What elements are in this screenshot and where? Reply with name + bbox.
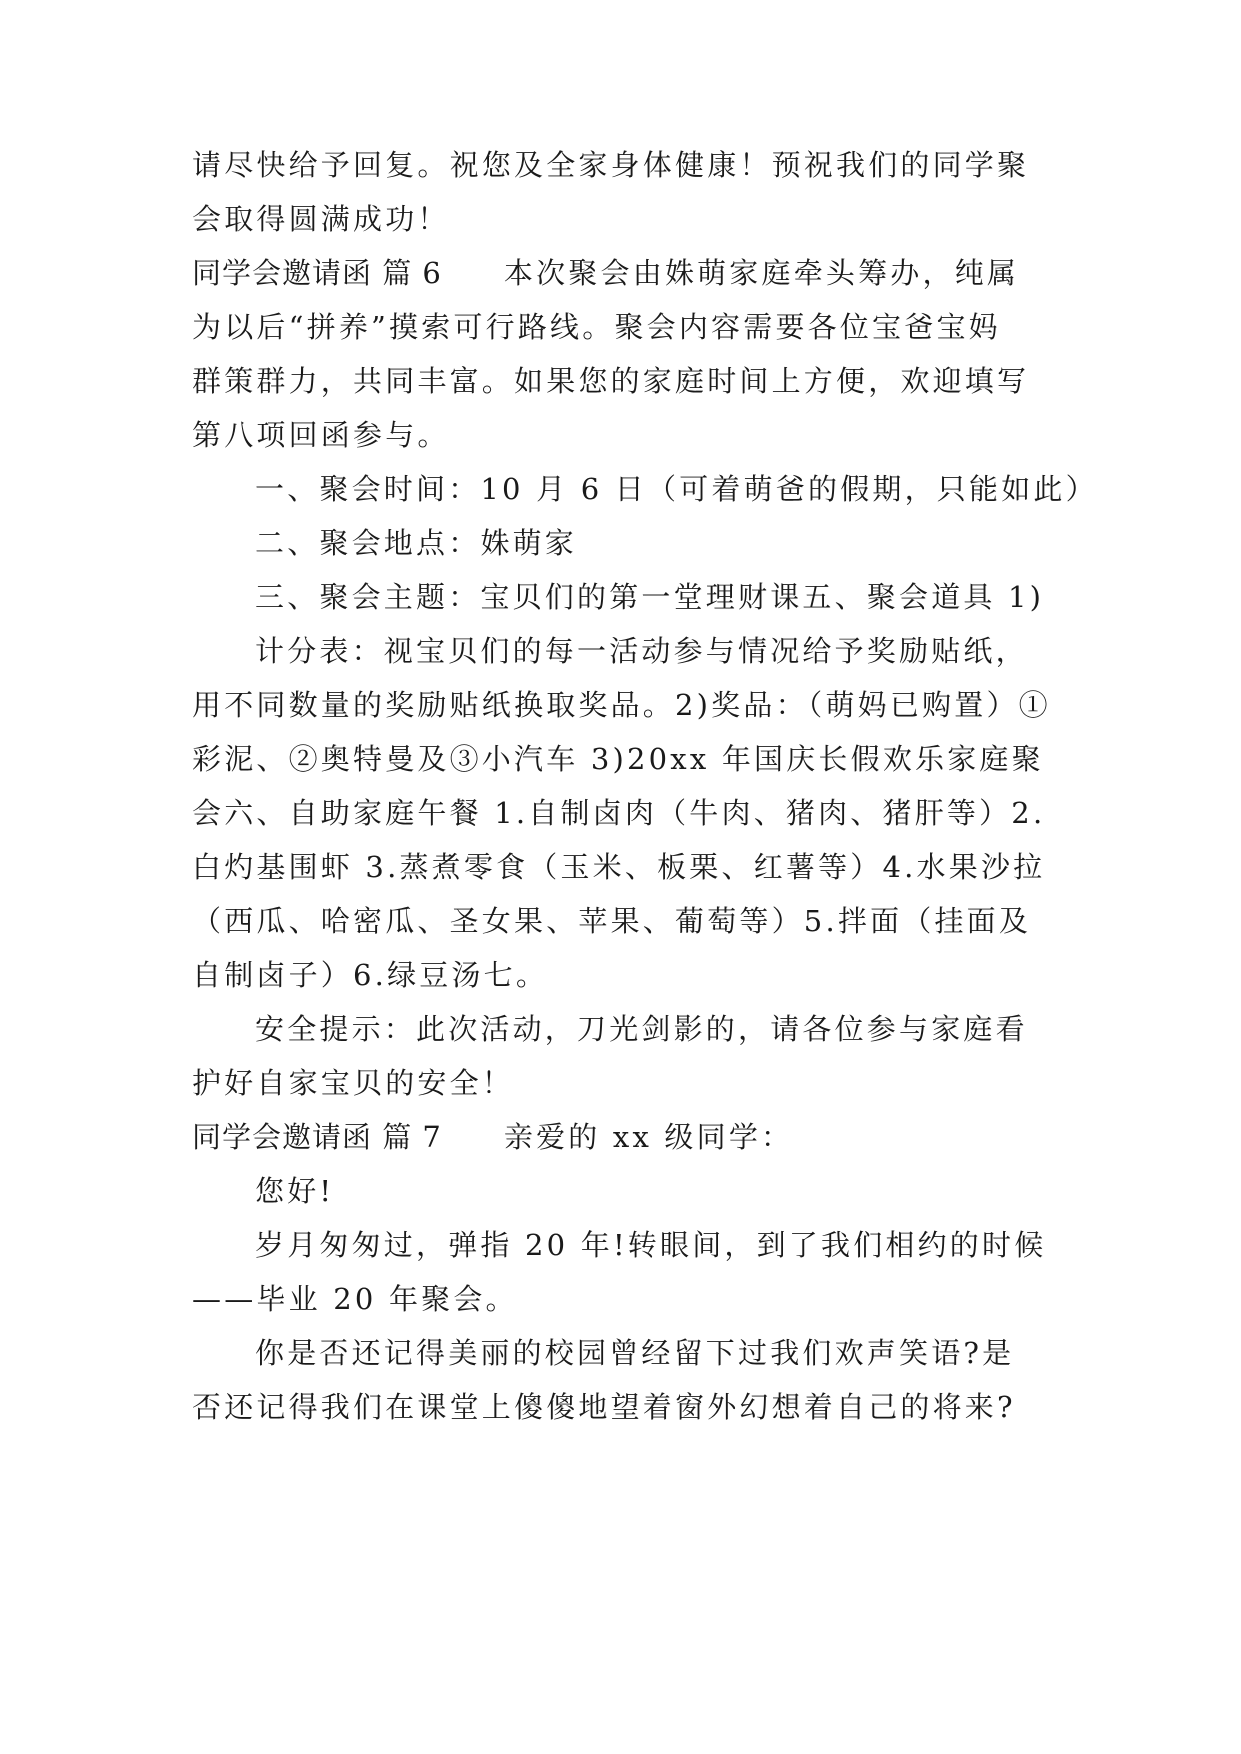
section-heading-line	[192, 1117, 793, 1157]
text-line: 三、聚会主题：宝贝们的第一堂理财课五、聚会道具 1)	[255, 580, 1045, 614]
text-line: 群策群力，共同丰富。如果您的家庭时间上方便，欢迎填写	[192, 364, 1030, 398]
text-line: ——毕业 20 年聚会。	[192, 1282, 518, 1316]
text-line: 用不同数量的奖励贴纸换取奖品。2)奖品：（萌妈已购置）①	[192, 688, 1051, 722]
text-line: 白灼基围虾 3.蒸煮零食（玉米、板栗、红薯等）4.水果沙拉	[192, 850, 1046, 884]
text-line: （西瓜、哈密瓜、圣女果、苹果、葡萄等）5.拌面（挂面及	[192, 904, 1032, 938]
text-line: 本次聚会由姝萌家庭牵头筹办，纯属	[503, 256, 1020, 290]
text-line: 亲爱的 xx 级同学：	[503, 1120, 794, 1154]
text-line: 彩泥、②奥特曼及③小汽车 3)20xx 年国庆长假欢乐家庭聚	[192, 742, 1044, 776]
text-line: 您好!	[255, 1174, 335, 1208]
text-line: 会六、自助家庭午餐 1.自制卤肉（牛肉、猪肉、猪肝等）2.	[192, 796, 1046, 830]
text-line: 安全提示：此次活动，刀光剑影的，请各位参与家庭看	[255, 1012, 1028, 1046]
text-line: 第八项回函参与。	[192, 418, 450, 452]
text-line: 二、聚会地点：姝萌家	[255, 526, 578, 560]
text-line: 否还记得我们在课堂上傻傻地望着窗外幻想着自己的将来?	[192, 1390, 1016, 1424]
text-line: 为以后“拼养”摸索可行路线。聚会内容需要各位宝爸宝妈	[192, 310, 1001, 344]
text-line: 请尽快给予回复。祝您及全家身体健康！预祝我们的同学聚	[192, 148, 1030, 182]
section-heading: 同学会邀请函 篇 7	[192, 1120, 442, 1154]
text-line: 护好自家宝贝的安全！	[192, 1066, 515, 1100]
text-line: 你是否还记得美丽的校园曾经留下过我们欢声笑语?是	[255, 1336, 1015, 1370]
text-line: 岁月匆匆过，弹指 20 年!转眼间，到了我们相约的时候	[255, 1228, 1047, 1262]
text-line: 会取得圆满成功！	[192, 202, 450, 236]
text-line: 一、聚会时间：10 月 6 日（可着萌爸的假期，只能如此）	[255, 472, 1098, 506]
text-line: 自制卤子）6.绿豆汤七。	[192, 958, 549, 992]
section-heading: 同学会邀请函 篇 6	[192, 256, 442, 290]
text-line: 计分表：视宝贝们的每一活动参与情况给予奖励贴纸，	[255, 634, 1028, 668]
section-heading-line	[192, 253, 1019, 293]
